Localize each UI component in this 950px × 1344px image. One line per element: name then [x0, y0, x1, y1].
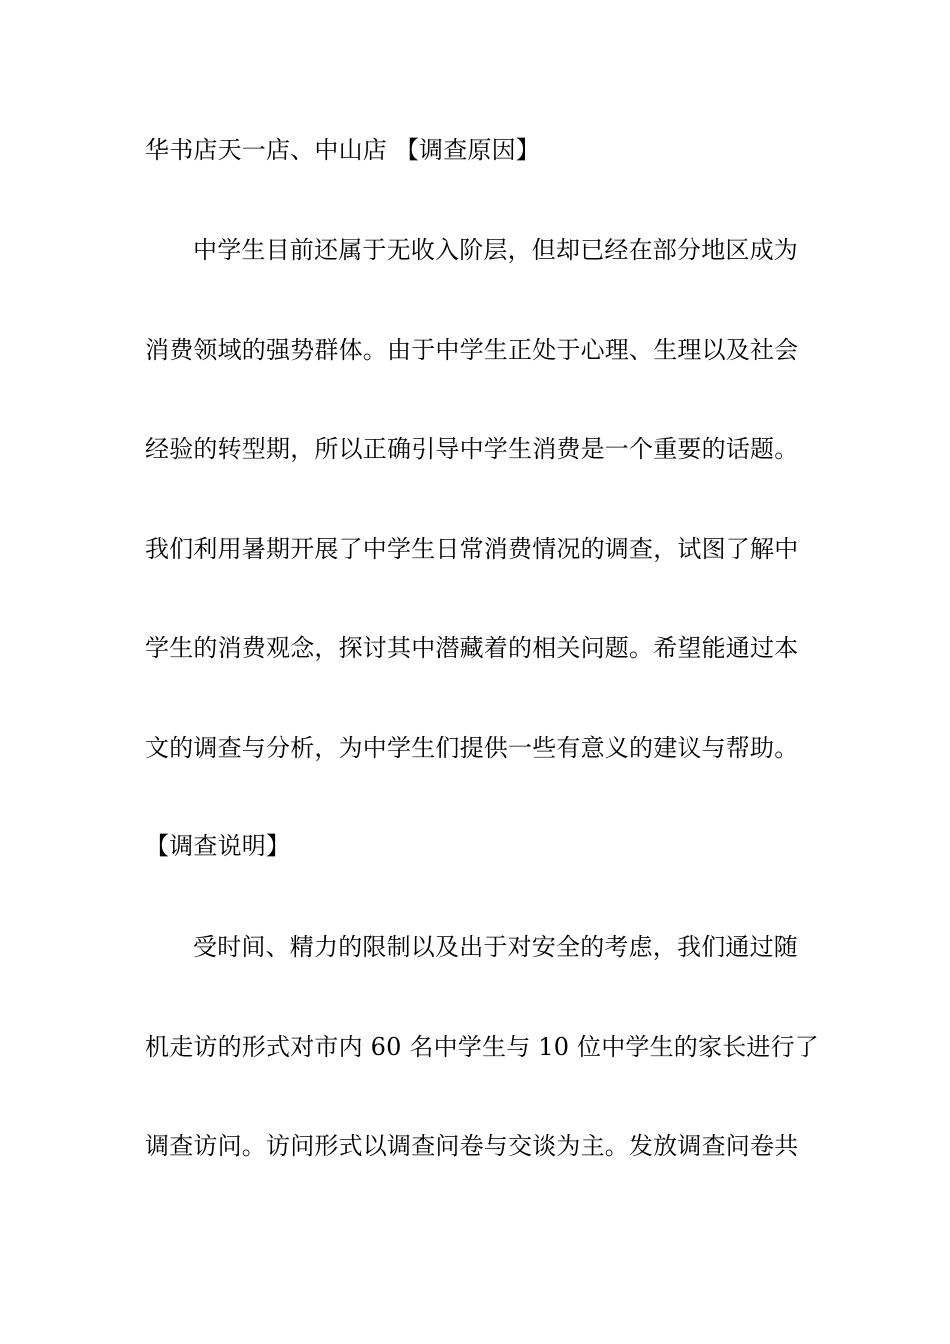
text-line: 机走访的形式对市内 60 名中学生与 10 位中学生的家长进行了 — [145, 1033, 819, 1061]
text-line: 经验的转型期，所以正确引导中学生消费是一个重要的话题。 — [145, 435, 799, 463]
text-line: 文的调查与分析，为中学生们提供一些有意义的建议与帮助。 — [145, 734, 799, 762]
text-line: 调查访问。访问形式以调查问卷与交谈为主。发放调查问卷共 — [145, 1132, 799, 1160]
text-line-paragraph-1-start: 中学生目前还属于无收入阶层，但却已经在部分地区成为 — [193, 236, 798, 264]
text-line-header-continuation: 华书店天一店、中山店 【调查原因】 — [145, 136, 541, 164]
text-line-paragraph-2-start: 受时间、精力的限制以及出于对安全的考虑，我们通过随 — [193, 933, 798, 961]
text-line: 消费领域的强势群体。由于中学生正处于心理、生理以及社会 — [145, 336, 799, 364]
text-line: 我们利用暑期开展了中学生日常消费情况的调查，试图了解中 — [145, 535, 799, 563]
section-heading: 【调查说明】 — [145, 832, 291, 860]
text-line: 学生的消费观念，探讨其中潜藏着的相关问题。希望能通过本 — [145, 634, 799, 662]
